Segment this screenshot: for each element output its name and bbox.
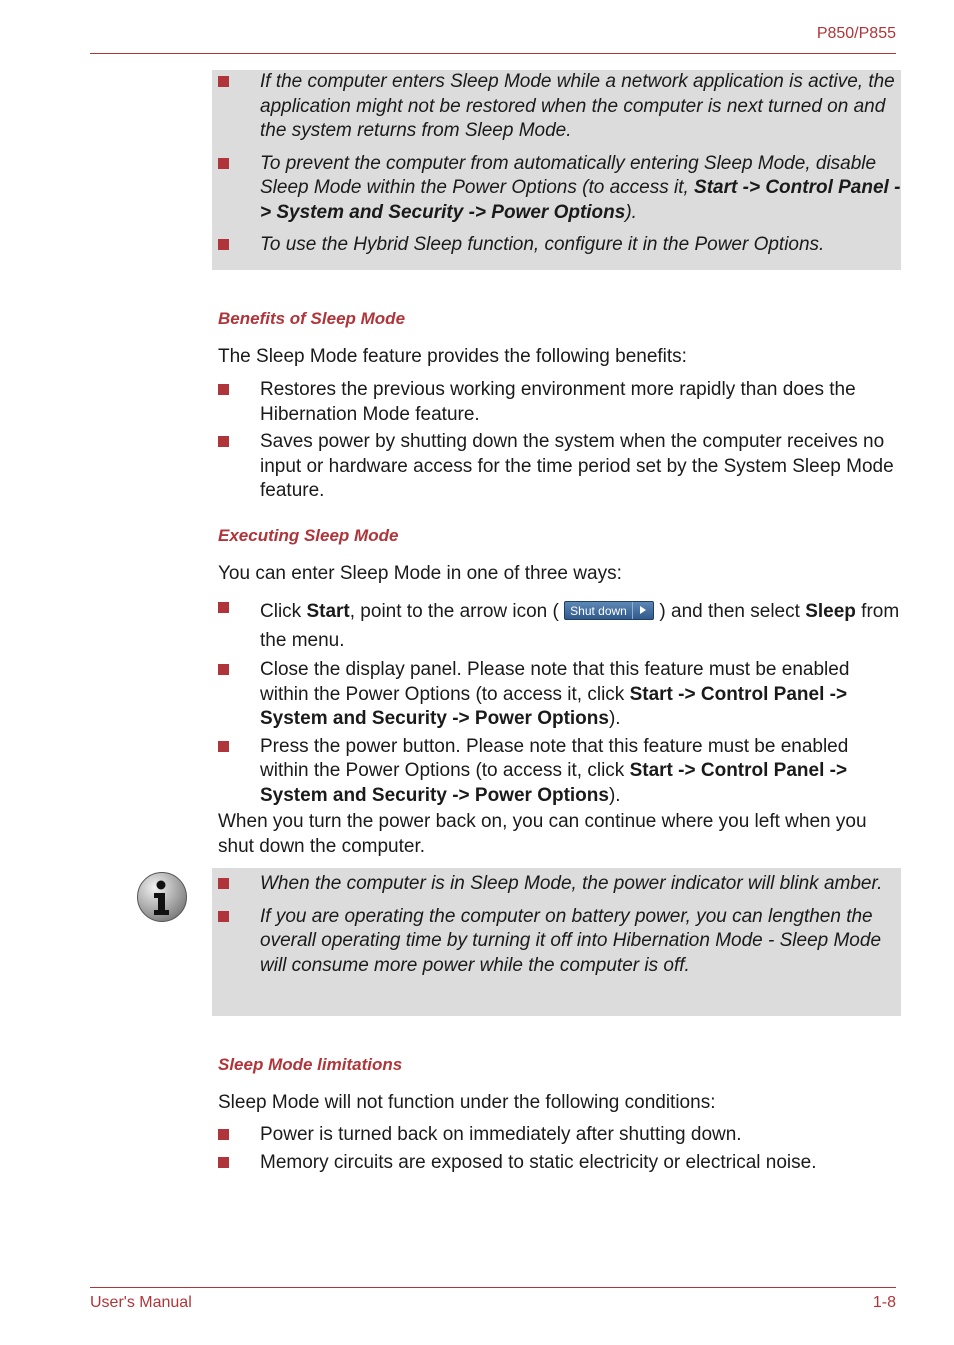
square-bullet-icon [218, 878, 229, 889]
note-1-list [212, 70, 901, 258]
note-1-item: If the computer enters Sleep Mode while a network application is active, the application might not be restored when the computer is next turned on and the system returns from Sleep Mode. [212, 70, 901, 144]
square-bullet-icon [218, 158, 229, 169]
square-bullet-icon [218, 741, 229, 752]
note-box-1 [212, 70, 901, 270]
header-rule [90, 53, 896, 54]
square-bullet-icon [218, 602, 229, 613]
square-bullet-icon [218, 436, 229, 447]
section-heading-executing: Executing Sleep Mode [218, 526, 399, 545]
list-item: Close the display panel. Please note that this feature must be enabled within the Power Options (to access it, click Start -> Control Panel -> System and Security -> Power Options). [212, 658, 902, 732]
square-bullet-icon [218, 76, 229, 87]
list-item: Power is turned back on immediately after shutting down. [212, 1123, 902, 1148]
list-item: Click Start, point to the arrow icon ( Shut down ) and then select Sleep from the menu. [212, 597, 902, 655]
limitations-list [212, 1123, 902, 1175]
executing-intro: You can enter Sleep Mode in one of three ways: [218, 563, 622, 584]
footer-rule [90, 1287, 896, 1288]
square-bullet-icon [218, 1157, 229, 1168]
list-item: Memory circuits are exposed to static electricity or electrical noise. [212, 1151, 902, 1176]
square-bullet-icon [218, 911, 229, 922]
note-2-list [212, 868, 901, 978]
note-1-item: To prevent the computer from automatically entering Sleep Mode, disable Sleep Mode within the Power Options (to access it, Start -> Control Panel -> System and Security -> Power Options). [212, 152, 901, 226]
footer-page-number: 1-8 [872, 1294, 896, 1311]
limitations-intro: Sleep Mode will not function under the following conditions: [218, 1092, 716, 1113]
note-2-item: When the computer is in Sleep Mode, the power indicator will blink amber. [212, 872, 901, 897]
square-bullet-icon [218, 239, 229, 250]
page-header-model: P850/P855 [816, 25, 896, 42]
note-box-2 [212, 868, 901, 1016]
info-icon [137, 872, 187, 922]
footer-manual-title: User's Manual [90, 1294, 192, 1311]
square-bullet-icon [218, 384, 229, 395]
benefits-list [212, 378, 902, 504]
info-glyph-icon [138, 873, 186, 921]
benefits-intro: The Sleep Mode feature provides the following benefits: [218, 346, 687, 367]
square-bullet-icon [218, 664, 229, 675]
shut-down-button-icon: Shut down [564, 601, 654, 620]
note-1-item: To use the Hybrid Sleep function, configure it in the Power Options. [212, 233, 901, 258]
square-bullet-icon [218, 1129, 229, 1140]
executing-outro: When you turn the power back on, you can continue where you left when you shut down the computer. [218, 811, 867, 857]
section-heading-limitations: Sleep Mode limitations [218, 1055, 403, 1074]
list-item: Saves power by shutting down the system when the computer receives no input or hardware access for the time period set by the System Sleep Mode feature. [212, 430, 902, 504]
list-item: Press the power button. Please note that this feature must be enabled within the Power Options (to access it, click Start -> Control Panel -> System and Security -> Power Options). [212, 735, 902, 809]
note-2-item: If you are operating the computer on battery power, you can lengthen the overall operating time by turning it off into Hibernation Mode - Sleep Mode will consume more power while the computer is off. [212, 905, 901, 979]
executing-list [212, 597, 902, 808]
section-heading-benefits: Benefits of Sleep Mode [218, 309, 406, 328]
arrow-right-icon [632, 602, 653, 619]
list-item: Restores the previous working environment more rapidly than does the Hibernation Mode feature. [212, 378, 902, 427]
